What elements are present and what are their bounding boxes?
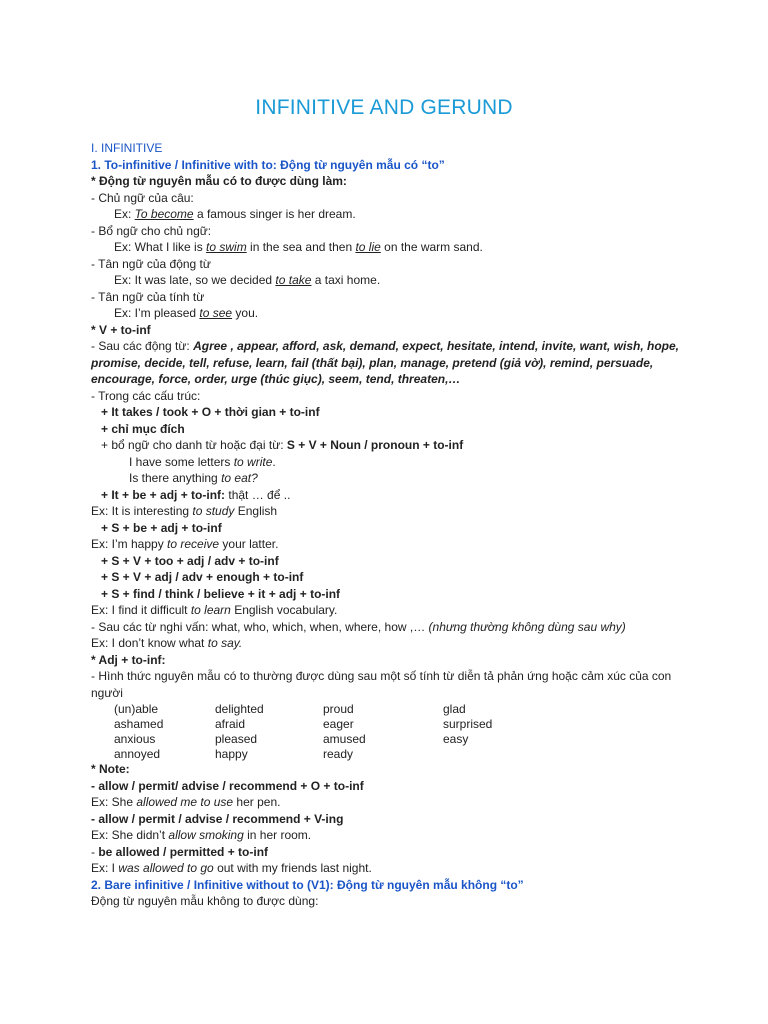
page-title: INFINITIVE AND GERUND <box>255 96 513 119</box>
adj-word: afraid <box>215 717 246 731</box>
adj-description: - Hình thức nguyên mẫu có to thường được dùng sau một số tính từ diễn tả phản ứng hoặc cảm xúc của con người <box>91 669 672 700</box>
note-allow-inf: - allow / permit/ advise / recommend + O + to-inf <box>91 778 364 793</box>
example-difficult: Ex: I find it difficult to learn English vocabulary. <box>91 603 338 617</box>
example-verb-object: Ex: It was late, so we decided to take a taxi home. <box>114 273 381 287</box>
adj-word: amused <box>323 732 366 746</box>
adj-word: (un)able <box>114 702 159 716</box>
adj-row <box>91 731 691 746</box>
example-eat: Is there anything to eat? <box>129 471 258 485</box>
use-subject: - Chủ ngữ của câu: <box>91 190 194 205</box>
structure-it-takes: + It takes / took + O + thời gian + to-inf <box>101 405 320 419</box>
adj-word: happy <box>215 747 248 761</box>
structure-enough: + S + V + adj / adv + enough + to-inf <box>101 570 304 584</box>
structure-noun-complement: + bổ ngữ cho danh từ hoặc đại từ: S + V + Noun / pronoun + to-inf <box>101 438 464 452</box>
structure-too: + S + V + too + adj / adv + to-inf <box>101 553 279 568</box>
v-to-inf-heading: * V + to-inf <box>91 322 151 337</box>
adj-row <box>91 716 691 731</box>
adj-word: easy <box>443 732 469 746</box>
note-heading: * Note: <box>91 762 130 776</box>
adj-word: eager <box>323 717 354 731</box>
structure-s-be-adj: + S + be + adj + to-inf <box>101 520 222 535</box>
example-adj-object: Ex: I’m pleased to see you. <box>114 306 259 320</box>
example-letters: I have some letters to write. <box>129 454 276 469</box>
section-heading-infinitive: I. INFINITIVE <box>91 141 163 155</box>
adj-word: anxious <box>114 732 156 746</box>
adj-word: glad <box>443 702 466 716</box>
example-complement: Ex: What I like is to swim in the sea and then to lie on the warm sand. <box>114 240 483 254</box>
structure-it-be-adj: + It + be + adj + to-inf: thật … để .. <box>101 487 291 502</box>
example-allow-ing: Ex: She didn’t allow smoking in her room. <box>91 828 312 842</box>
example-subject: Ex: To become a famous singer is her dream. <box>114 207 356 221</box>
example-dont-know: Ex: I don’t know what to say. <box>91 636 243 650</box>
bare-intro: Động từ nguyên mẫu không to được dùng: <box>91 894 319 908</box>
note-be-allowed: - be allowed / permitted + to-inf <box>91 844 269 859</box>
subsection-heading-to-infinitive: 1. To-infinitive / Infinitive with to: Động từ nguyên mẫu có “to” <box>91 157 445 172</box>
example-happy: Ex: I’m happy to receive your latter. <box>91 537 279 551</box>
example-interesting: Ex: It is interesting to study English <box>91 504 278 518</box>
structure-find: + S + find / think / believe + it + adj + to-inf <box>101 586 341 601</box>
use-complement: - Bổ ngữ cho chủ ngữ: <box>91 223 212 238</box>
example-be-allowed: Ex: I was allowed to go out with my friends last night. <box>91 861 372 875</box>
adj-word: ashamed <box>114 717 164 731</box>
structure-purpose: + chỉ mục đích <box>101 421 185 436</box>
adj-row <box>91 746 691 761</box>
document-body <box>91 140 691 910</box>
example-allow-inf: Ex: She allowed me to use her pen. <box>91 795 281 809</box>
subsection-heading-bare-infinitive: 2. Bare infinitive / Infinitive without to (V1): Động từ nguyên mẫu không “to” <box>91 877 524 892</box>
adj-row <box>91 701 691 716</box>
adj-to-inf-heading: * Adj + to-inf: <box>91 652 166 667</box>
adj-word: delighted <box>215 702 264 716</box>
uses-intro: * Động từ nguyên mẫu có to được dùng làm: <box>91 174 347 188</box>
use-verb-object: - Tân ngữ của động từ <box>91 256 211 271</box>
structures-intro: - Trong các cấu trúc: <box>91 388 201 403</box>
adj-word: ready <box>323 747 354 761</box>
question-words: - Sau các từ nghi vấn: what, who, which, when, where, how ,… (nhưng thường không dùng sau why) <box>91 619 626 634</box>
adj-word: proud <box>323 702 354 716</box>
adj-word: pleased <box>215 732 258 746</box>
note-allow-ing: - allow / permit / advise / recommend + V-ing <box>91 811 344 826</box>
adj-word: annoyed <box>114 747 161 761</box>
use-adj-object: - Tân ngữ của tính từ <box>91 289 205 304</box>
adj-word: surprised <box>443 717 493 731</box>
after-verbs-list: - Sau các động từ: Agree , appear, afford, ask, demand, expect, hesitate, intend, invite, want, wish, hope, promise, decide, tell, refuse, learn, fail (thất bại), plan, manage, pretend (giả vờ), remind, persuade, encourage, force, order, urge (thúc giục), seem, tend, threaten,… <box>91 339 679 386</box>
